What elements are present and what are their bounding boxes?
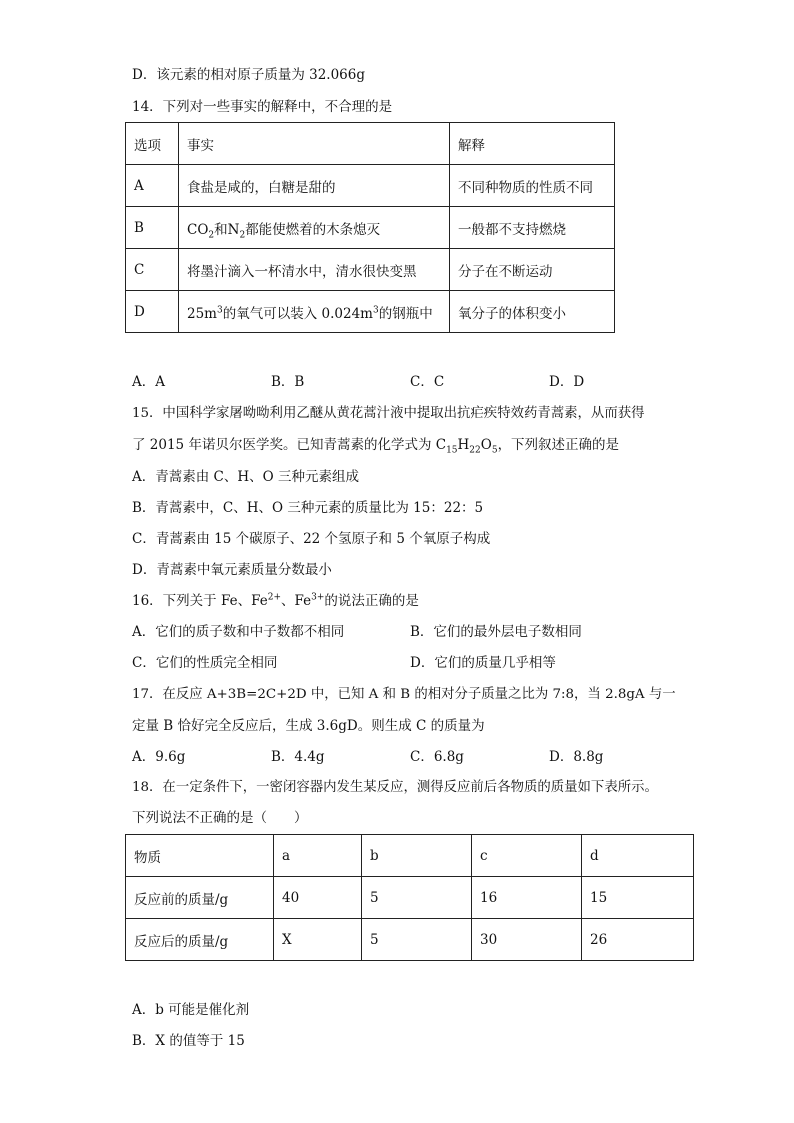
q14-row-fact <box>179 207 450 249</box>
q14-row-fact: 食盐是咸的，白糖是甜的 <box>179 165 450 207</box>
q18-cell: 反应后的质量/g <box>126 919 274 961</box>
q14-row-explain: 氧分子的体积变小 <box>450 291 615 333</box>
q18-header-substance: 物质 <box>126 835 274 877</box>
q18-header-d: d <box>582 835 694 877</box>
q17-option-a: A．9.6g <box>132 749 186 765</box>
q17-option-d: D．8.8g <box>549 749 604 765</box>
q14-choice-a: A．A <box>132 374 165 390</box>
q15-text: 了 2015 年诺贝尔医学奖。已知青蒿素的化学式为 C <box>132 437 447 453</box>
q18-cell: 26 <box>582 919 694 961</box>
q18-cell: 反应前的质量/g <box>126 877 274 919</box>
q14-choice-b: B．B <box>271 374 305 390</box>
q17-option-c: C．6.8g <box>410 749 464 765</box>
q18-cell: 15 <box>582 877 694 919</box>
q18-option-b: B．X 的值等于 15 <box>132 1033 245 1049</box>
subscript: 2 <box>239 230 246 241</box>
q15-option-a: A．青蒿素由 C、H、O 三种元素组成 <box>132 469 360 485</box>
q18-cell: 30 <box>472 919 582 961</box>
q18-cell: 5 <box>362 919 472 961</box>
q14-choice-c: C．C <box>410 374 445 390</box>
table-row <box>126 207 615 249</box>
q14-row-option: C <box>126 249 179 291</box>
q17-stem-line2: 定量 B 恰好完全反应后，生成 3.6gD。则生成 C 的质量为 <box>132 718 485 734</box>
fact-text: 的钢瓶中 <box>378 305 433 322</box>
q16-option-c: C．它们的性质完全相同 <box>132 655 278 671</box>
q18-stem-line1: 18．在一定条件下，一密闭容器内发生某反应，测得反应前后各物质的质量如下表所示。 <box>132 780 658 795</box>
table-row <box>126 877 694 919</box>
q15-text: O <box>480 437 492 453</box>
table-row <box>126 291 615 333</box>
q16-option-d: D．它们的质量几乎相等 <box>410 655 556 671</box>
q15-stem-line2 <box>132 435 619 455</box>
q16-option-a: A．它们的质子数和中子数都不相同 <box>132 624 345 640</box>
q15-stem-line1: 15．中国科学家屠呦呦利用乙醚从黄花蒿汁液中提取出抗疟疾特效药青蒿素，从而获得 <box>132 406 645 421</box>
q15-option-b: B．青蒿素中，C、H、O 三种元素的质量比为 15：22：5 <box>132 500 484 516</box>
q18-table <box>125 834 694 961</box>
superscript: 3+ <box>311 592 325 603</box>
fact-text: 25m <box>187 305 217 322</box>
q18-header-a: a <box>274 835 362 877</box>
subscript: 15 <box>446 445 458 456</box>
q18-header-c: c <box>472 835 582 877</box>
table-row <box>126 165 615 207</box>
subscript: 22 <box>469 445 481 456</box>
superscript: 2+ <box>267 592 281 603</box>
superscript: 3 <box>216 305 223 315</box>
q16-text: 、Fe <box>281 593 312 609</box>
q17-option-b: B．4.4g <box>271 749 325 765</box>
q14-header-fact: 事实 <box>179 123 450 165</box>
q18-cell: 16 <box>472 877 582 919</box>
q18-cell: X <box>274 919 362 961</box>
q14-choice-d: D．D <box>549 374 585 390</box>
q14-row-fact <box>179 291 450 333</box>
q14-row-option: A <box>126 165 179 207</box>
q15-text: H <box>457 437 470 453</box>
q14-row-explain: 分子在不断运动 <box>450 249 615 291</box>
q14-row-option: B <box>126 207 179 249</box>
q14-row-explain: 不同种物质的性质不同 <box>450 165 615 207</box>
q15-option-c: C．青蒿素由 15 个碳原子、22 个氢原子和 5 个氧原子构成 <box>132 531 491 547</box>
q14-header-option: 选项 <box>126 123 179 165</box>
table-row <box>126 919 694 961</box>
fact-text: 都能使燃着的木条熄灭 <box>245 221 381 238</box>
q14-row-option: D <box>126 291 179 333</box>
q13-option-d: D．该元素的相对原子质量为 32.066g <box>132 67 365 83</box>
fact-text: CO <box>187 221 209 238</box>
q18-stem-line2: 下列说法不正确的是（ ） <box>132 810 308 826</box>
q16-stem <box>132 591 419 611</box>
q16-option-b: B．它们的最外层电子数相同 <box>410 624 582 640</box>
q16-text: 的说法正确的是 <box>324 593 419 609</box>
fact-text: 和N <box>214 221 240 238</box>
superscript: 3 <box>372 305 379 315</box>
table-row <box>126 249 615 291</box>
subscript: 5 <box>491 445 498 456</box>
q16-text: 16．下列关于 Fe、Fe <box>132 593 268 609</box>
q14-table <box>125 122 615 333</box>
q15-text: ，下列叙述正确的是 <box>497 437 620 453</box>
q18-cell: 40 <box>274 877 362 919</box>
fact-text: 的氧气可以装入 0.024m <box>222 305 373 322</box>
q14-row-fact: 将墨汁滴入一杯清水中，清水很快变黑 <box>179 249 450 291</box>
q15-option-d: D．青蒿素中氧元素质量分数最小 <box>132 562 332 578</box>
q14-row-explain: 一般都不支持燃烧 <box>450 207 615 249</box>
q18-option-a: A．b 可能是催化剂 <box>132 1002 250 1018</box>
q18-header-b: b <box>362 835 472 877</box>
q14-stem: 14．下列对一些事实的解释中，不合理的是 <box>132 99 393 115</box>
q14-header-explain: 解释 <box>450 123 615 165</box>
q18-cell: 5 <box>362 877 472 919</box>
q17-stem-line1: 17．在反应 A+3B=2C+2D 中，已知 A 和 B 的相对分子质量之比为 7:8，当 2.8gA 与一 <box>132 687 676 702</box>
subscript: 2 <box>208 230 215 241</box>
